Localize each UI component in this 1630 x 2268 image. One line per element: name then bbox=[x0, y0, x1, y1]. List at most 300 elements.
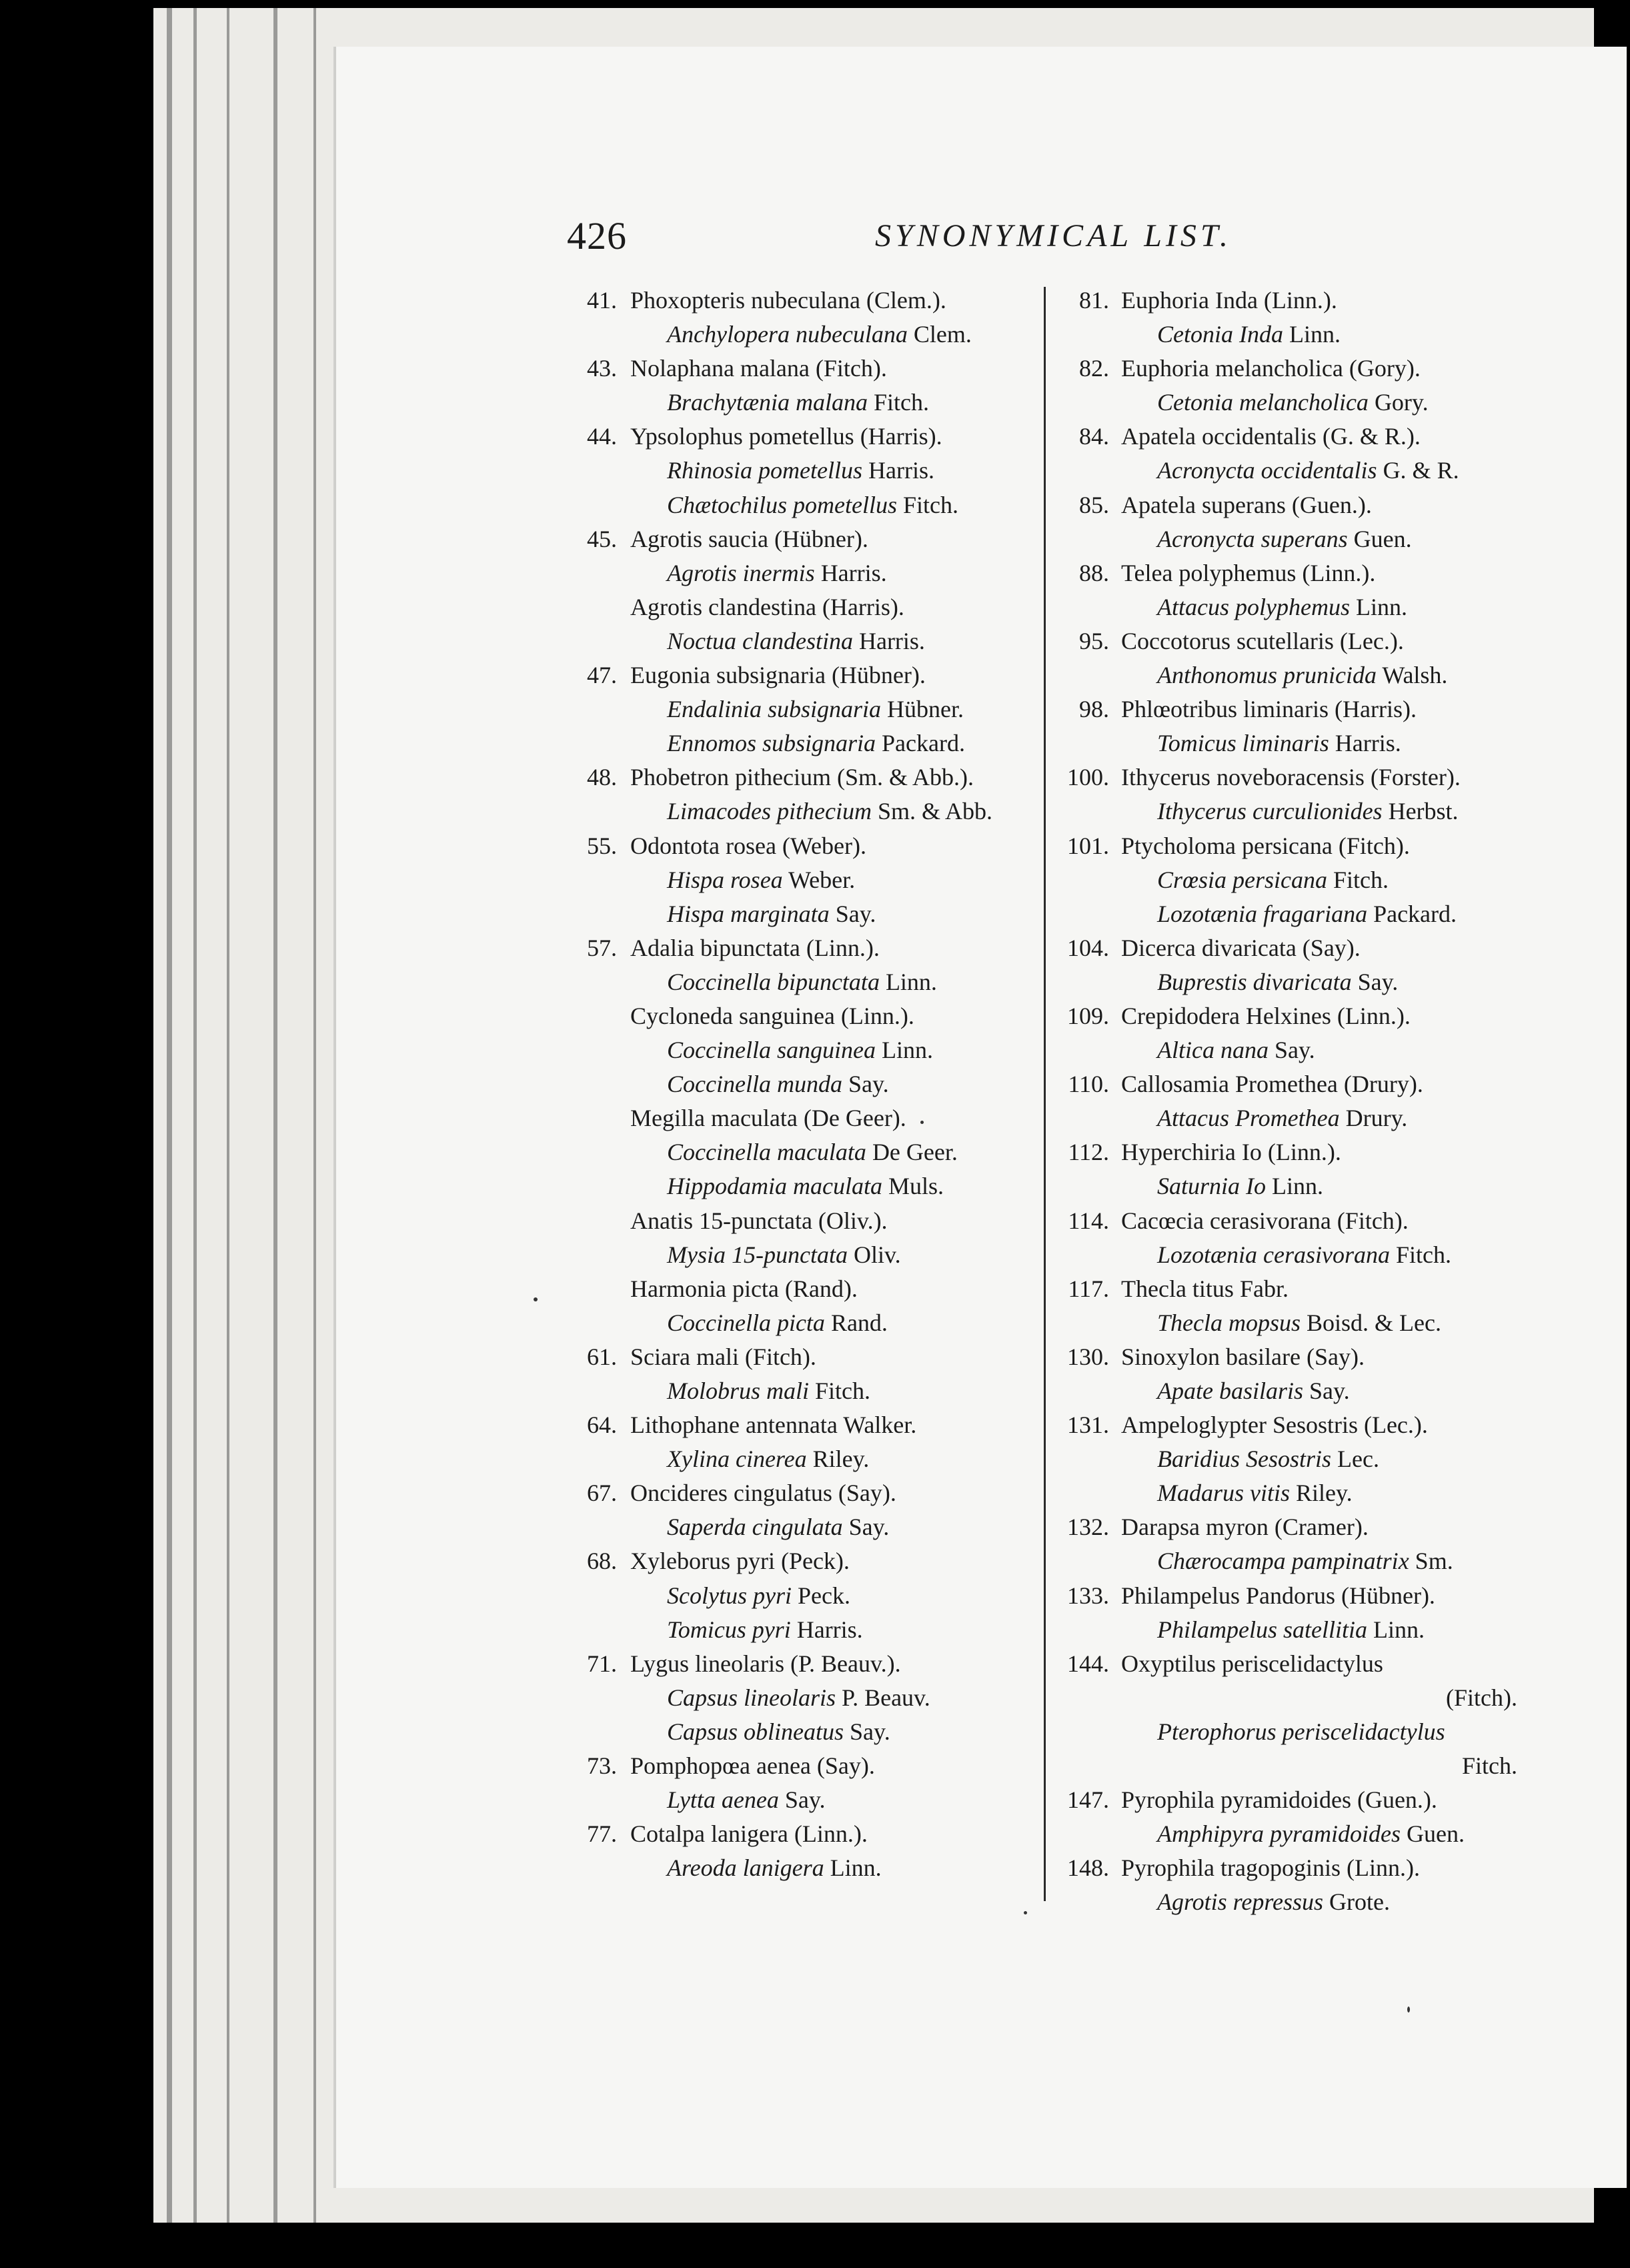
authority: Harris. bbox=[814, 559, 887, 586]
entry-text bbox=[1121, 556, 1375, 590]
species-name: Oxyptilus periscelidactylus bbox=[1121, 1650, 1383, 1677]
synonym-entry bbox=[564, 1783, 1044, 1817]
synonym-entry bbox=[564, 624, 1044, 658]
page-edge bbox=[167, 8, 172, 2223]
synonym-name: Hispa rosea bbox=[667, 866, 783, 893]
authority: Harris. bbox=[852, 627, 925, 654]
entry-text bbox=[667, 1442, 869, 1476]
synonym-name: Chætochilus pometellus bbox=[667, 491, 897, 518]
species-name: Darapsa myron (Cramer). bbox=[1121, 1514, 1369, 1541]
entry-text bbox=[1157, 1374, 1350, 1408]
authority: Rand. bbox=[824, 1309, 888, 1336]
entry-number: 85. bbox=[1079, 491, 1109, 518]
synonym-entry bbox=[564, 1681, 1044, 1715]
authority: Fitch. bbox=[867, 389, 929, 416]
authority: Say. bbox=[844, 1718, 890, 1745]
species-entry bbox=[564, 658, 1044, 692]
species-entry bbox=[564, 829, 1044, 863]
entry-text bbox=[667, 794, 992, 828]
entry-text bbox=[1157, 1033, 1315, 1067]
entry-text bbox=[1121, 1067, 1423, 1101]
synonym-name: Anthonomus prunicida bbox=[1157, 662, 1377, 689]
species-name: Philampelus Pandorus (Hübner). bbox=[1121, 1582, 1435, 1609]
authority: Harris. bbox=[790, 1616, 863, 1643]
synonym-name: Molobrus mali bbox=[667, 1377, 810, 1404]
synonym-name: Acronycta superans bbox=[1157, 525, 1348, 552]
synonym-entry bbox=[564, 1510, 1044, 1544]
species-entry bbox=[1057, 1272, 1517, 1306]
entry-number: 114. bbox=[1068, 1207, 1109, 1234]
entry-text bbox=[1462, 1749, 1517, 1783]
entry-number: 110. bbox=[1068, 1071, 1109, 1098]
authority: Sm. & Abb. bbox=[871, 798, 992, 825]
species-entry bbox=[1057, 1579, 1517, 1613]
species-name: Crepidodera Helxines (Linn.). bbox=[1121, 1002, 1411, 1029]
synonym-name: Hippodamia maculata bbox=[667, 1173, 882, 1200]
entry-text bbox=[1121, 1783, 1437, 1817]
species-entry bbox=[564, 420, 1044, 454]
synonym-entry bbox=[564, 488, 1044, 522]
entry-text bbox=[1121, 352, 1421, 386]
authority: Weber. bbox=[782, 866, 856, 893]
synonym-name: Hispa marginata bbox=[667, 900, 830, 927]
authority: Say. bbox=[842, 1514, 890, 1541]
authority: Linn. bbox=[875, 1037, 933, 1064]
synonym-entry bbox=[564, 1238, 1044, 1272]
species-entry bbox=[1057, 1204, 1517, 1238]
entry-number: 48. bbox=[587, 764, 617, 791]
species-name: (Fitch). bbox=[1446, 1684, 1517, 1711]
synonym-name: Thecla mopsus bbox=[1157, 1309, 1301, 1336]
synonym-name: Capsus oblineatus bbox=[667, 1718, 844, 1745]
synonym-entry bbox=[564, 1272, 1044, 1306]
entry-text bbox=[1121, 1340, 1365, 1374]
species-name: Xyleborus pyri (Peck). bbox=[630, 1548, 850, 1575]
authority: Boisd. & Lec. bbox=[1301, 1309, 1441, 1336]
synonym-name: Noctua clandestina bbox=[667, 627, 853, 654]
synonym-name: Tomicus liminaris bbox=[1157, 730, 1329, 757]
entry-text bbox=[1121, 488, 1372, 522]
synonym-entry bbox=[564, 386, 1044, 420]
species-name: Lithophane antennata Walker. bbox=[630, 1411, 917, 1439]
entry-text bbox=[1157, 590, 1407, 624]
synonym-entry bbox=[1057, 794, 1517, 828]
synonym-entry bbox=[564, 454, 1044, 488]
ink-speck bbox=[534, 1297, 538, 1301]
synonym-name: Brachytænia malana bbox=[667, 389, 868, 416]
entry-text bbox=[667, 1579, 850, 1613]
entry-text bbox=[1157, 1101, 1407, 1135]
authority: Clem. bbox=[907, 321, 972, 348]
species-name: Harmonia picta (Rand). bbox=[630, 1275, 858, 1302]
entry-text bbox=[630, 931, 880, 965]
synonym-entry bbox=[1057, 386, 1517, 420]
synonym-name: Cetonia Inda bbox=[1157, 321, 1283, 348]
synonym-name: Mysia 15-punctata bbox=[667, 1241, 848, 1268]
entry-number: 47. bbox=[587, 662, 617, 689]
species-name: Adalia bipunctata (Linn.). bbox=[630, 934, 880, 961]
synonym-name: Ithycerus curculionides bbox=[1157, 798, 1383, 825]
synonym-entry bbox=[1057, 1476, 1517, 1510]
entry-text bbox=[630, 1544, 850, 1578]
entry-text bbox=[1157, 726, 1401, 760]
authority: Guen. bbox=[1347, 525, 1412, 552]
entry-number: 144. bbox=[1067, 1650, 1109, 1677]
entry-text bbox=[667, 1135, 958, 1169]
entry-text bbox=[667, 1238, 901, 1272]
authority: P. Beauv. bbox=[836, 1684, 930, 1711]
entry-text bbox=[1121, 931, 1361, 965]
species-name: Cycloneda sanguinea (Linn.). bbox=[630, 1002, 914, 1029]
entry-text bbox=[630, 1204, 888, 1238]
species-name: Oncideres cingulatus (Say). bbox=[630, 1480, 896, 1507]
entry-text bbox=[667, 488, 958, 522]
species-name: Euphoria Inda (Linn.). bbox=[1121, 287, 1337, 314]
synonym-entry bbox=[1057, 1681, 1517, 1715]
entry-number: 101. bbox=[1067, 832, 1109, 859]
entry-number: 98. bbox=[1079, 696, 1109, 723]
entry-number: 131. bbox=[1067, 1411, 1109, 1439]
species-entry bbox=[564, 284, 1044, 318]
synonym-name: Altica nana bbox=[1157, 1037, 1269, 1064]
species-name: Telea polyphemus (Linn.). bbox=[1121, 559, 1376, 586]
species-entry bbox=[564, 1408, 1044, 1442]
synonym-entry bbox=[564, 1579, 1044, 1613]
entry-text bbox=[1157, 658, 1447, 692]
entry-text bbox=[1157, 1715, 1445, 1749]
entry-text bbox=[1157, 897, 1457, 931]
synonym-name: Acronycta occidentalis bbox=[1157, 457, 1377, 484]
entry-number: 67. bbox=[587, 1480, 617, 1507]
species-entry bbox=[564, 1544, 1044, 1578]
synonym-name: Philampelus satellitia bbox=[1157, 1616, 1367, 1643]
authority: Guen. bbox=[1400, 1820, 1465, 1848]
authority: Muls. bbox=[882, 1173, 944, 1200]
synonym-name: Lytta aenea bbox=[667, 1786, 779, 1814]
species-name: Cacœcia cerasivorana (Fitch). bbox=[1121, 1207, 1409, 1234]
species-entry bbox=[1057, 1135, 1517, 1169]
entry-number: 57. bbox=[587, 934, 617, 961]
entry-text bbox=[667, 318, 972, 352]
entry-text bbox=[630, 1408, 916, 1442]
synonym-entry bbox=[1057, 590, 1517, 624]
synonym-name: Areoda lanigera bbox=[667, 1854, 824, 1882]
species-name: Ypsolophus pometellus (Harris). bbox=[630, 423, 942, 450]
synonym-entry bbox=[1057, 897, 1517, 931]
synonym-name: Pterophorus periscelidactylus bbox=[1157, 1718, 1445, 1745]
synonym-entry bbox=[1057, 1885, 1517, 1919]
entry-text bbox=[667, 454, 934, 488]
entry-text bbox=[1121, 692, 1417, 726]
species-name: Sinoxylon basilare (Say). bbox=[1121, 1343, 1365, 1370]
synonym-entry bbox=[564, 1715, 1044, 1749]
synonym-entry bbox=[1057, 1033, 1517, 1067]
species-entry bbox=[1057, 1067, 1517, 1101]
entry-text bbox=[1157, 863, 1389, 897]
page-edge bbox=[273, 8, 277, 2223]
entry-text bbox=[667, 1510, 889, 1544]
synonym-name: Coccinella maculata bbox=[667, 1139, 866, 1166]
authority: Hübner. bbox=[881, 696, 964, 723]
species-entry bbox=[1057, 1340, 1517, 1374]
authority: Sm. bbox=[1409, 1548, 1453, 1575]
synonym-entry bbox=[1057, 1169, 1517, 1203]
species-name: Coccotorus scutellaris (Lec.). bbox=[1121, 627, 1404, 654]
species-entry bbox=[564, 1817, 1044, 1851]
species-entry bbox=[1057, 420, 1517, 454]
entry-text bbox=[630, 999, 914, 1033]
entry-text bbox=[1121, 760, 1461, 794]
authority: De Geer. bbox=[866, 1139, 958, 1166]
entry-text bbox=[630, 1749, 875, 1783]
synonym-entry bbox=[1057, 1544, 1517, 1578]
authority: Packard. bbox=[1367, 900, 1457, 927]
synonym-name: Coccinella picta bbox=[667, 1309, 825, 1336]
entry-text bbox=[630, 1476, 896, 1510]
entry-text bbox=[1121, 1408, 1428, 1442]
synonym-entry bbox=[564, 1204, 1044, 1238]
synonym-entry bbox=[1057, 1613, 1517, 1647]
entry-text bbox=[1121, 1135, 1341, 1169]
synonym-name: Madarus vitis bbox=[1157, 1480, 1291, 1507]
entry-text bbox=[1121, 1510, 1369, 1544]
synonym-name: Scolytus pyri bbox=[667, 1582, 792, 1609]
synonym-entry bbox=[564, 1067, 1044, 1101]
authority: Peck. bbox=[791, 1582, 850, 1609]
synonym-name: Baridius Sesostris bbox=[1157, 1446, 1332, 1473]
authority: Say. bbox=[778, 1786, 826, 1814]
authority: Harris. bbox=[862, 457, 934, 484]
synonym-name: Xylina cinerea bbox=[667, 1446, 807, 1473]
species-entry bbox=[1057, 760, 1517, 794]
species-name: Ithycerus noveboracensis (Forster). bbox=[1121, 764, 1461, 791]
species-name: Ptycholoma persicana (Fitch). bbox=[1121, 832, 1410, 859]
entry-text bbox=[1157, 1476, 1353, 1510]
species-entry bbox=[1057, 829, 1517, 863]
synonym-name: Coccinella munda bbox=[667, 1071, 842, 1098]
entry-number: 104. bbox=[1067, 934, 1109, 961]
synonym-name: Attacus Promethea bbox=[1157, 1105, 1340, 1132]
species-name: Lygus lineolaris (P. Beauv.). bbox=[630, 1650, 901, 1677]
synonym-entry bbox=[564, 794, 1044, 828]
entry-number: 81. bbox=[1079, 287, 1109, 314]
entry-text bbox=[630, 352, 887, 386]
entry-text bbox=[667, 1169, 944, 1203]
authority: Riley. bbox=[806, 1446, 870, 1473]
entry-number: 117. bbox=[1068, 1275, 1109, 1302]
authority: Fitch. bbox=[809, 1377, 871, 1404]
species-entry bbox=[1057, 692, 1517, 726]
synonym-entry bbox=[1057, 1306, 1517, 1340]
entry-text bbox=[667, 1613, 863, 1647]
synonym-name: Saturnia Io bbox=[1157, 1173, 1267, 1200]
entry-number: 132. bbox=[1067, 1514, 1109, 1541]
synonym-entry bbox=[564, 1442, 1044, 1476]
right-column bbox=[1057, 284, 1517, 1920]
authority: Riley. bbox=[1290, 1480, 1353, 1507]
authority: Gory. bbox=[1368, 389, 1429, 416]
authority: Say. bbox=[1268, 1037, 1315, 1064]
synonym-name: Capsus lineolaris bbox=[667, 1684, 836, 1711]
entry-text bbox=[630, 760, 974, 794]
species-entry bbox=[1057, 556, 1517, 590]
entry-number: 147. bbox=[1067, 1786, 1109, 1814]
synonym-entry bbox=[1057, 1374, 1517, 1408]
authority: Say. bbox=[842, 1071, 889, 1098]
entry-text bbox=[1121, 284, 1337, 318]
authority: Say. bbox=[829, 900, 876, 927]
entry-number: 133. bbox=[1067, 1582, 1109, 1609]
entry-text bbox=[1157, 1544, 1453, 1578]
synonym-entry bbox=[564, 1101, 1044, 1135]
ink-speck bbox=[1407, 2007, 1410, 2013]
species-entry bbox=[564, 352, 1044, 386]
entry-text bbox=[1157, 965, 1398, 999]
species-name: Odontota rosea (Weber). bbox=[630, 832, 866, 859]
entry-text bbox=[667, 897, 876, 931]
synonym-name: Cetonia melancholica bbox=[1157, 389, 1369, 416]
synonym-entry bbox=[1057, 965, 1517, 999]
synonym-name: Ennomos subsignaria bbox=[667, 730, 876, 757]
authority: Linn. bbox=[1266, 1173, 1324, 1200]
entry-text bbox=[667, 1783, 826, 1817]
synonym-entry bbox=[564, 692, 1044, 726]
entry-number: 77. bbox=[587, 1820, 617, 1848]
entry-text bbox=[1446, 1681, 1517, 1715]
page-number: 426 bbox=[567, 214, 627, 257]
entry-number: 41. bbox=[587, 287, 617, 314]
species-name: Pomphopœa aenea (Say). bbox=[630, 1752, 875, 1780]
entry-number: 68. bbox=[587, 1548, 617, 1575]
synonym-name: Agrotis repressus bbox=[1157, 1888, 1324, 1916]
authority: Walsh. bbox=[1377, 662, 1448, 689]
entry-text bbox=[630, 829, 866, 863]
authority: Fitch. bbox=[1327, 866, 1389, 893]
species-entry bbox=[1057, 1647, 1517, 1681]
synonym-name: Limacodes pithecium bbox=[667, 798, 872, 825]
entry-number: 73. bbox=[587, 1752, 617, 1780]
page-edge bbox=[313, 8, 316, 2223]
species-name: Dicerca divaricata (Say). bbox=[1121, 934, 1361, 961]
authority: Say. bbox=[1351, 968, 1399, 995]
entry-text bbox=[1157, 454, 1459, 488]
left-column bbox=[564, 284, 1044, 1885]
synonym-entry bbox=[1057, 454, 1517, 488]
synonym-entry bbox=[1057, 522, 1517, 556]
entry-text bbox=[667, 726, 965, 760]
synonym-entry bbox=[564, 1169, 1044, 1203]
synonym-entry bbox=[564, 1374, 1044, 1408]
species-entry bbox=[1057, 1510, 1517, 1544]
synonym-name: Coccinella bipunctata bbox=[667, 968, 880, 995]
ink-speck bbox=[920, 1121, 924, 1124]
entry-number: 112. bbox=[1068, 1139, 1109, 1166]
synonym-name: Chærocampa pampinatrix bbox=[1157, 1548, 1409, 1575]
synonym-name: Apate basilaris bbox=[1157, 1377, 1304, 1404]
synonym-name: Lozotænia fragariana bbox=[1157, 900, 1368, 927]
entry-number: 148. bbox=[1067, 1854, 1109, 1882]
authority: Harris. bbox=[1329, 730, 1401, 757]
entry-text bbox=[1157, 1442, 1379, 1476]
entry-number: 84. bbox=[1079, 423, 1109, 450]
synonym-entry bbox=[564, 590, 1044, 624]
species-entry bbox=[564, 522, 1044, 556]
authority: Herbst. bbox=[1382, 798, 1459, 825]
entry-text bbox=[1157, 522, 1412, 556]
entry-number: 130. bbox=[1067, 1343, 1109, 1370]
entry-text bbox=[667, 1681, 930, 1715]
entry-text bbox=[667, 1067, 889, 1101]
entry-text bbox=[630, 284, 946, 318]
synonym-name: Lozotænia cerasivorana bbox=[1157, 1241, 1391, 1268]
synonym-entry bbox=[564, 1033, 1044, 1067]
species-name: Anatis 15-punctata (Oliv.). bbox=[630, 1207, 888, 1234]
page-edge bbox=[227, 8, 229, 2223]
synonym-name: Attacus polyphemus bbox=[1157, 593, 1350, 620]
authority: Lec. bbox=[1331, 1446, 1379, 1473]
species-entry bbox=[1057, 352, 1517, 386]
synonym-entry bbox=[564, 726, 1044, 760]
synonym-entry bbox=[1057, 1817, 1517, 1851]
species-entry bbox=[1057, 624, 1517, 658]
entry-number: 100. bbox=[1067, 764, 1109, 791]
entry-text bbox=[667, 556, 887, 590]
entry-text bbox=[630, 590, 904, 624]
page-header bbox=[567, 213, 1234, 267]
entry-text bbox=[667, 1851, 882, 1885]
synonym-entry bbox=[1057, 1238, 1517, 1272]
authority: Fitch. bbox=[897, 491, 959, 518]
synonym-name: Crœsia persicana bbox=[1157, 866, 1328, 893]
species-entry bbox=[564, 1647, 1044, 1681]
entry-text bbox=[630, 1647, 901, 1681]
synonym-name: Endalinia subsignaria bbox=[667, 696, 882, 723]
species-entry bbox=[564, 760, 1044, 794]
entry-number: 45. bbox=[587, 525, 617, 552]
synonym-name: Saperda cingulata bbox=[667, 1514, 843, 1541]
species-name: Sciara mali (Fitch). bbox=[630, 1343, 816, 1370]
authority: Linn. bbox=[824, 1854, 882, 1882]
running-title: SYNONYMICAL LIST. bbox=[875, 218, 1233, 253]
entry-number: 64. bbox=[587, 1411, 617, 1439]
entry-number: 109. bbox=[1067, 1002, 1109, 1029]
authority: G. & R. bbox=[1377, 457, 1459, 484]
synonym-name: Buprestis divaricata bbox=[1157, 968, 1352, 995]
synonym-entry bbox=[564, 318, 1044, 352]
entry-text bbox=[1121, 829, 1410, 863]
entry-text bbox=[630, 1817, 868, 1851]
entry-text bbox=[667, 1374, 870, 1408]
entry-text bbox=[1157, 794, 1459, 828]
entry-number: 88. bbox=[1079, 559, 1109, 586]
species-entry bbox=[1057, 1851, 1517, 1885]
entry-number: 43. bbox=[587, 355, 617, 382]
entry-text bbox=[667, 1715, 890, 1749]
entry-text bbox=[1121, 999, 1411, 1033]
species-name: Apatela superans (Guen.). bbox=[1121, 491, 1372, 518]
species-entry bbox=[1057, 1408, 1517, 1442]
species-name: Pyrophila pyramidoides (Guen.). bbox=[1121, 1786, 1437, 1814]
species-name: Phlœotribus liminaris (Harris). bbox=[1121, 696, 1417, 723]
synonym-entry bbox=[564, 1613, 1044, 1647]
page-edge bbox=[193, 8, 197, 2223]
species-name: Hyperchiria Io (Linn.). bbox=[1121, 1139, 1341, 1166]
entry-number: 55. bbox=[587, 832, 617, 859]
synonym-entry bbox=[1057, 1442, 1517, 1476]
entry-text bbox=[667, 624, 925, 658]
species-entry bbox=[1057, 1783, 1517, 1817]
authority: Oliv. bbox=[847, 1241, 901, 1268]
